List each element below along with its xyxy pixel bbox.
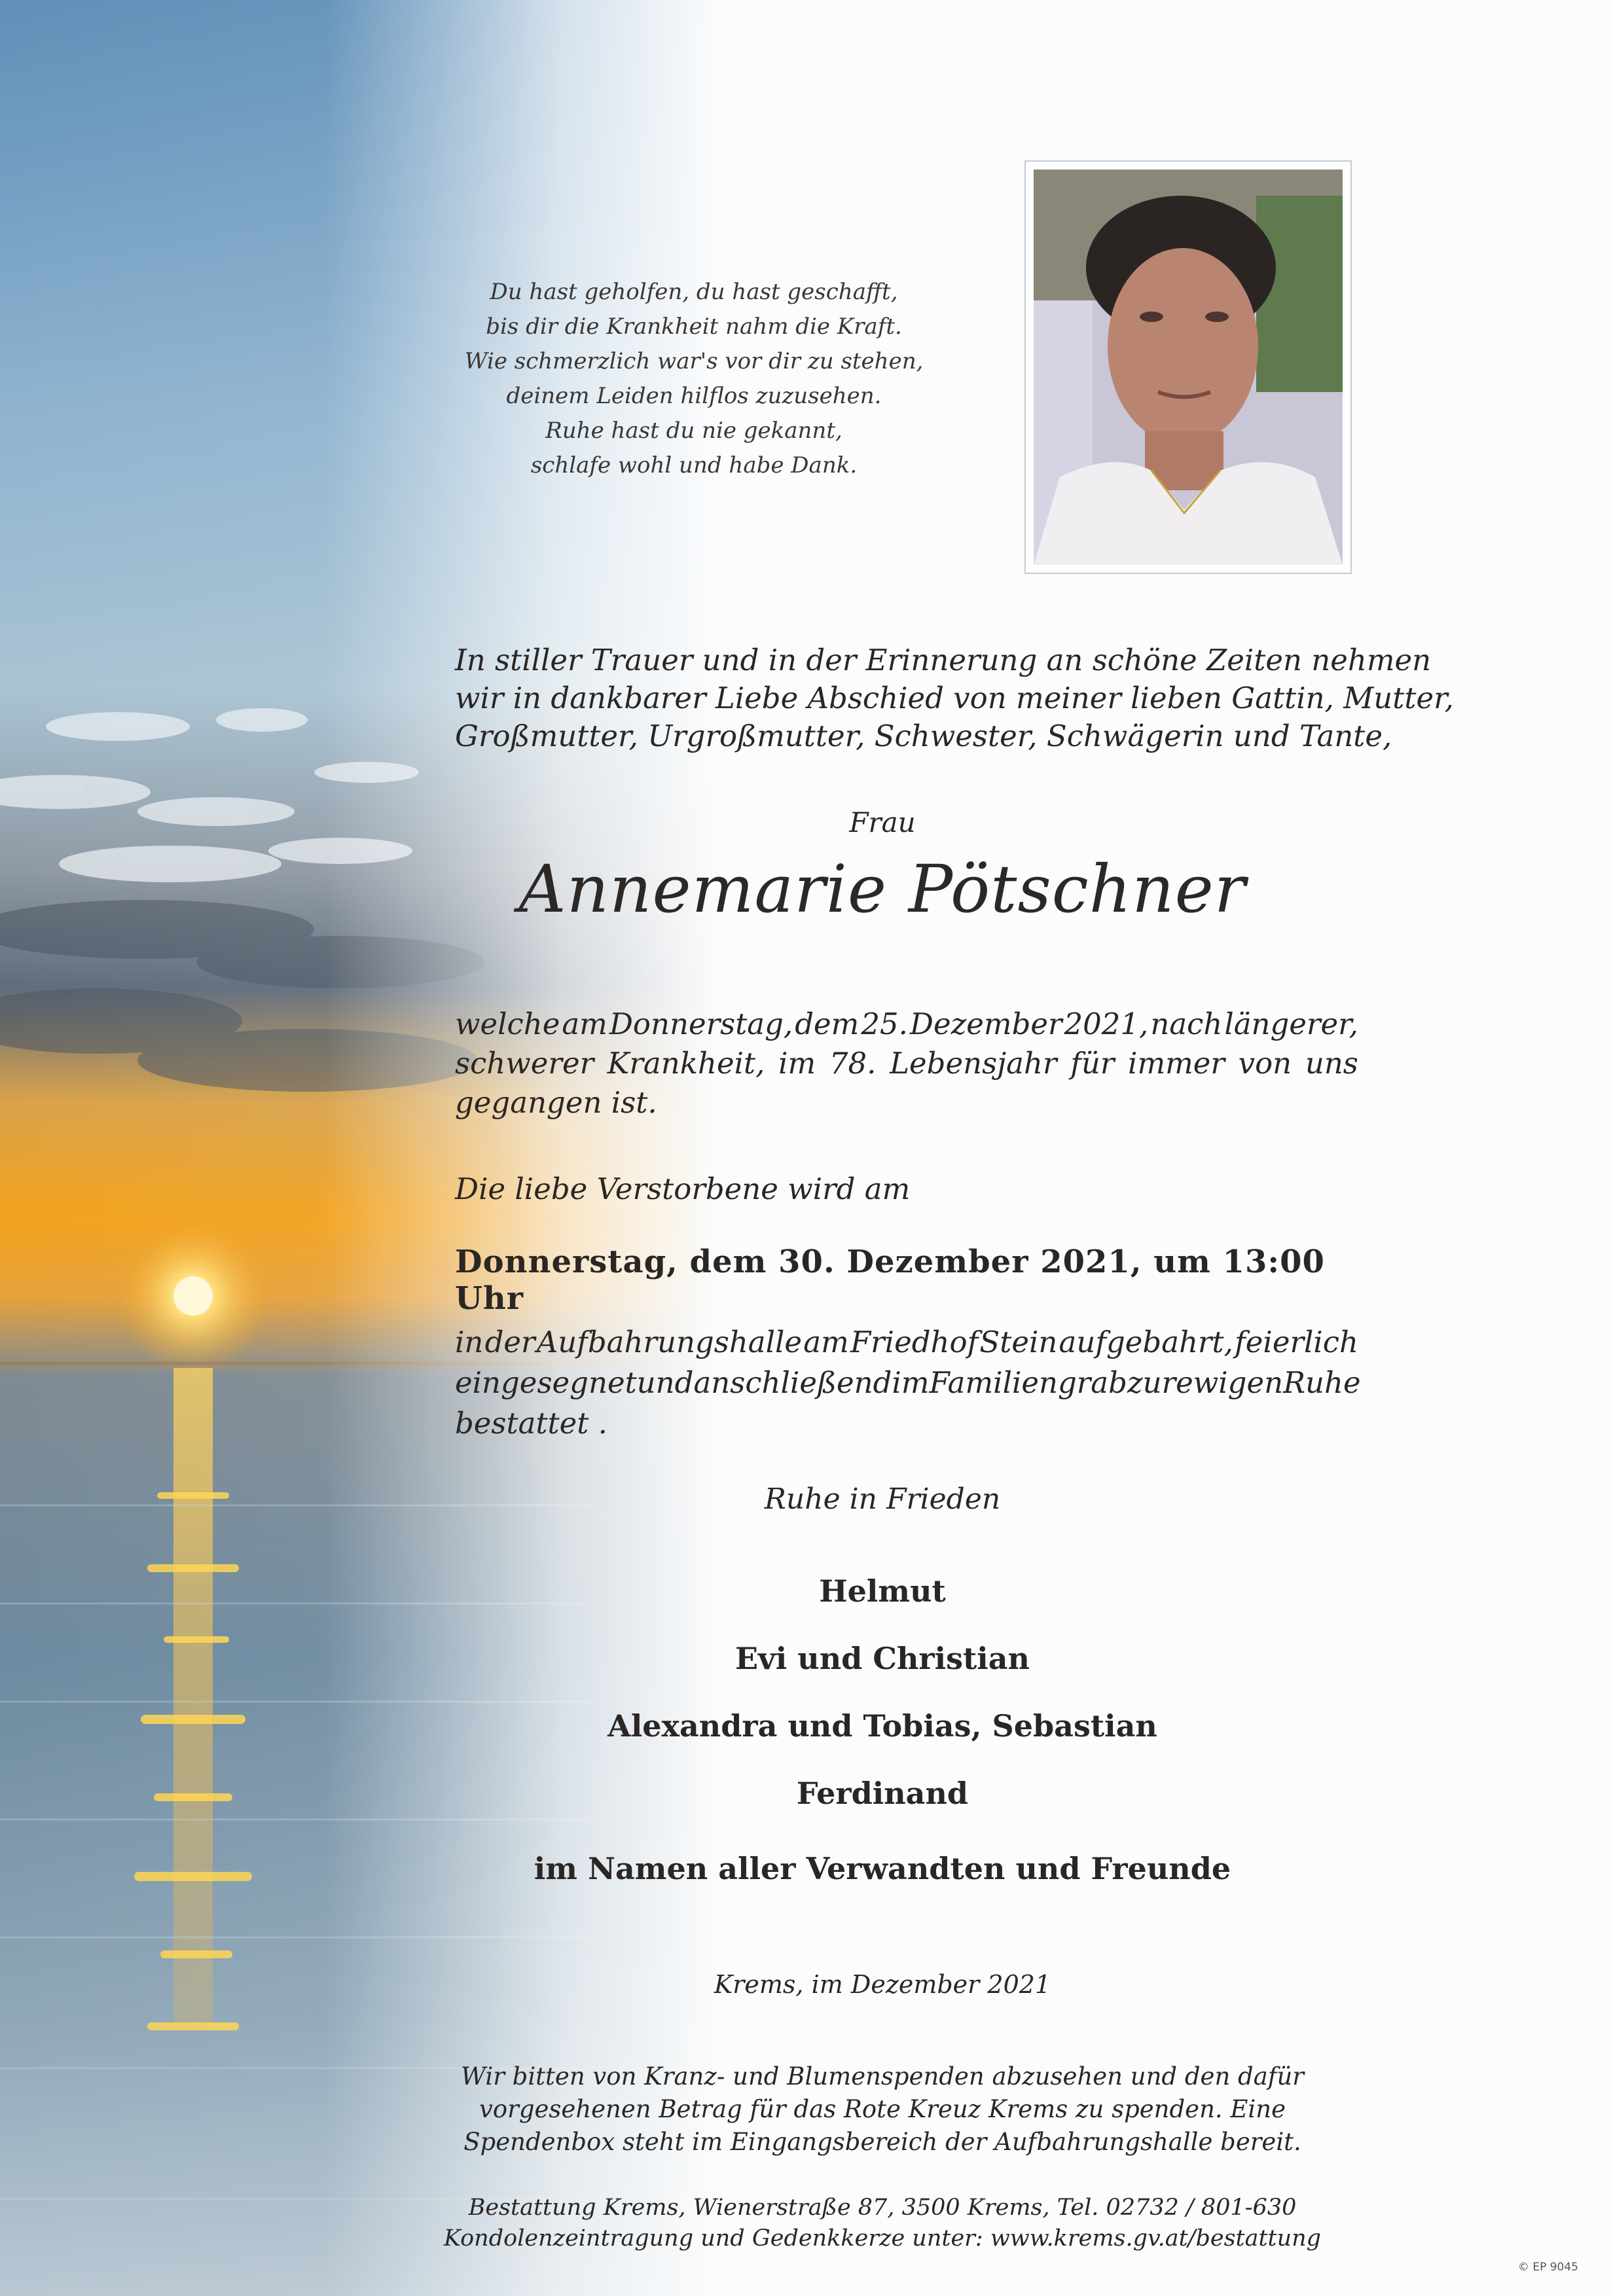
deceased-name: Annemarie Pötschner bbox=[518, 851, 1246, 927]
word: 25. bbox=[861, 1007, 908, 1041]
burial-line bbox=[455, 1363, 1361, 1403]
word: am bbox=[803, 1325, 849, 1359]
word: eingesegnet bbox=[455, 1365, 637, 1400]
passing-line bbox=[455, 1044, 1358, 1083]
intro-line: Großmutter, Urgroßmutter, Schwester, Schwägerin und Tante, bbox=[455, 719, 1392, 753]
word: längerer, bbox=[1224, 1007, 1358, 1041]
passing-paragraph bbox=[455, 1005, 1358, 1122]
word: Donnerstag, bbox=[609, 1007, 793, 1041]
mourner: Helmut bbox=[819, 1573, 946, 1609]
word: in bbox=[455, 1325, 484, 1359]
mourner: Ferdinand bbox=[796, 1776, 969, 1811]
condolence-link[interactable]: Kondolenzeintragung und Gedenkkerze unter: www.krems.gv.at/bestattung bbox=[443, 2225, 1322, 2251]
word: 2021, bbox=[1064, 1007, 1149, 1041]
word: für bbox=[1070, 1046, 1115, 1081]
word: aufgebahrt, bbox=[1059, 1325, 1233, 1359]
poem-line: deinem Leiden hilflos zuzusehen. bbox=[506, 383, 882, 409]
poem-line: Ruhe hast du nie gekannt, bbox=[545, 418, 842, 444]
word: zur bbox=[1127, 1365, 1176, 1400]
burial-line: bestattet . bbox=[455, 1406, 607, 1441]
word: im bbox=[778, 1046, 816, 1081]
word: 78. bbox=[829, 1046, 877, 1081]
poem bbox=[458, 275, 930, 483]
word: Krankheit, bbox=[607, 1046, 765, 1081]
lying-in-state-text: Die liebe Verstorbene wird am bbox=[455, 1172, 911, 1206]
donation-line: vorgesehenen Betrag für das Rote Kreuz Krems zu spenden. Eine bbox=[479, 2095, 1286, 2123]
word: ewigen bbox=[1176, 1365, 1284, 1400]
word: von bbox=[1238, 1046, 1292, 1081]
mourner: Alexandra und Tobias, Sebastian bbox=[607, 1708, 1157, 1744]
word: nach bbox=[1150, 1007, 1223, 1041]
donation-line: Spendenbox steht im Eingangsbereich der Aufbahrungshalle bereit. bbox=[463, 2128, 1301, 2156]
donation-line: Wir bitten von Kranz- und Blumenspenden abzusehen und den dafür bbox=[461, 2062, 1304, 2090]
poem-line: schlafe wohl und habe Dank. bbox=[530, 452, 858, 478]
rest-in-peace: Ruhe in Frieden bbox=[764, 1482, 1001, 1516]
donation-note bbox=[0, 2060, 1611, 2159]
salutation: Frau bbox=[849, 806, 916, 838]
word: und bbox=[636, 1365, 694, 1400]
intro-line: wir in dankbarer Liebe Abschied von meiner lieben Gattin, Mutter, bbox=[455, 681, 1454, 715]
passing-line: gegangen ist. bbox=[455, 1085, 657, 1120]
mourners-list bbox=[0, 1558, 1611, 1827]
passing-line bbox=[455, 1005, 1358, 1044]
undertaker-info bbox=[0, 2193, 1611, 2254]
word: Lebensjahr bbox=[890, 1046, 1057, 1081]
word: Dezember bbox=[909, 1007, 1062, 1041]
word: immer bbox=[1128, 1046, 1225, 1081]
word: am bbox=[562, 1007, 607, 1041]
poem-line: Du hast geholfen, du hast geschafft, bbox=[490, 279, 898, 305]
place-date: Krems, im Dezember 2021 bbox=[714, 1970, 1051, 1999]
portrait-image bbox=[1034, 170, 1343, 565]
word: dem bbox=[795, 1007, 860, 1041]
intro-line: In stiller Trauer und in der Erinnerung an schöne Zeiten nehmen bbox=[455, 643, 1432, 677]
word: Stein bbox=[979, 1325, 1058, 1359]
word: anschließend bbox=[693, 1365, 892, 1400]
burial-paragraph bbox=[455, 1322, 1361, 1444]
poem-line: Wie schmerzlich war's vor dir zu stehen, bbox=[464, 348, 924, 374]
word: Aufbahrungshalle bbox=[536, 1325, 803, 1359]
mourner: Evi und Christian bbox=[735, 1641, 1030, 1676]
intro-paragraph bbox=[455, 641, 1454, 755]
word: im bbox=[892, 1365, 930, 1400]
word: der bbox=[484, 1325, 535, 1359]
poem-line: bis dir die Krankheit nahm die Kraft. bbox=[486, 314, 902, 340]
word: uns bbox=[1305, 1046, 1358, 1081]
service-date: Donnerstag, dem 30. Dezember 2021, um 13:00 Uhr bbox=[455, 1244, 1325, 1317]
word: Ruhe bbox=[1283, 1365, 1361, 1400]
undertaker-address: Bestattung Krems, Wienerstraße 87, 3500 Krems, Tel. 02732 / 801-630 bbox=[468, 2195, 1297, 2221]
word: Familiengrab bbox=[929, 1365, 1127, 1400]
template-code: © EP 9045 bbox=[1517, 2261, 1578, 2274]
burial-line bbox=[455, 1322, 1358, 1363]
word: welche bbox=[455, 1007, 560, 1041]
word: Friedhof bbox=[850, 1325, 979, 1359]
on-behalf-line: im Namen aller Verwandten und Freunde bbox=[534, 1851, 1231, 1886]
portrait-photo bbox=[1024, 160, 1352, 574]
word: schwerer bbox=[455, 1046, 594, 1081]
word: feierlich bbox=[1235, 1325, 1358, 1359]
